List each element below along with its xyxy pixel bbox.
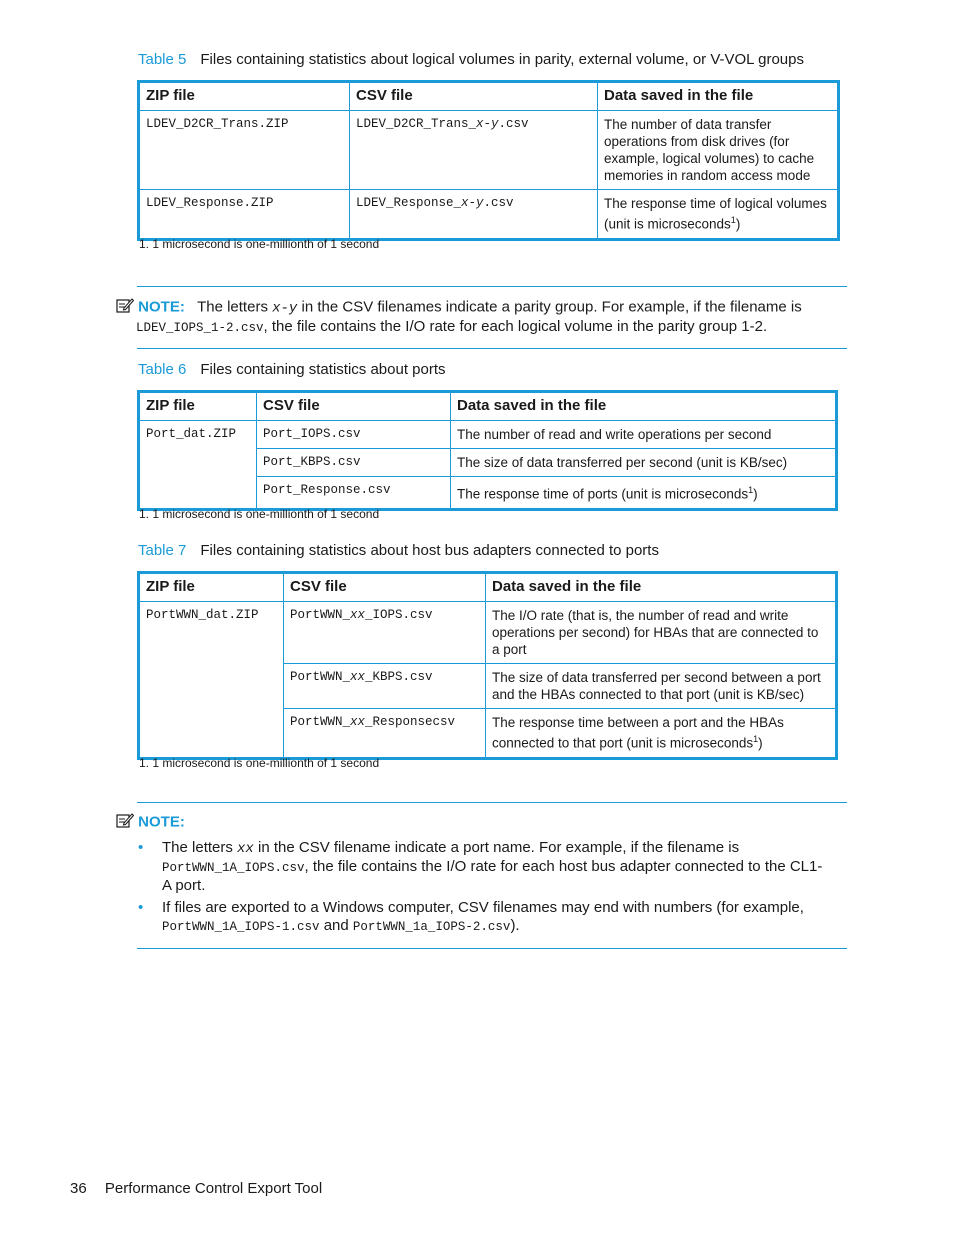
table-header-cell: CSV file [257,392,451,421]
table-header-cell: ZIP file [139,82,350,111]
table6-footnote: 1. 1 microsecond is one-millionth of 1 second [139,507,380,521]
bullet: • [138,839,144,856]
table-header-cell: ZIP file [139,392,257,421]
table6-caption [138,361,446,378]
zip-cell: PortWWN_dat.ZIP [139,602,284,759]
note-label: NOTE: [138,298,185,316]
data-cell: The response time of ports (unit is microseconds$^1$) [457,485,758,502]
table-row [139,190,839,240]
csv-cell: Port_KBPS.csv [257,449,451,477]
table-header-cell: CSV file [284,573,486,602]
table-header-row [139,392,837,421]
note2-header [116,812,846,833]
table7 [137,571,838,760]
zip-cell: LDEV_D2CR_Trans.ZIP [139,111,350,190]
table6-label: Table 6 [138,361,187,378]
table7-label: Table 7 [138,542,187,559]
csv-cell: Port_Response.csv [257,477,451,510]
table5 [137,80,840,241]
table-header-row [139,82,839,111]
table5-title: Files containing statistics about logical volumes in parity, external volume, or V-VOL groups [200,51,804,68]
divider [137,948,847,949]
csv-cell: PortWWN_xx_IOPS.csv [284,602,486,664]
table5-footnote: 1. 1 microsecond is one-millionth of 1 second [139,237,380,251]
list-item: • The letters xx in the CSV filename indicate a port name. For example, if the filename is PortWWN_1A_IOPS.csv, the file contains the I/O rate for each host bus adapter connected to the CL1-A port. [138,839,823,894]
note-label: NOTE: [138,813,185,831]
zip-cell: LDEV_Response.ZIP [139,190,350,240]
table-row [139,111,839,190]
data-cell: The size of data transferred per second (unit is KB/sec) [451,449,837,477]
table-header-row [139,573,837,602]
table5-caption [138,51,804,68]
divider [137,348,847,349]
note-pencil-icon [116,812,134,833]
table-row [139,421,837,449]
footer-title: Performance Control Export Tool [104,1180,323,1197]
table6 [137,390,838,511]
table-header-cell: Data saved in the file [598,82,839,111]
zip-cell: Port_dat.ZIP [139,421,257,510]
table5-label: Table 5 [138,51,187,68]
table-header-cell: Data saved in the file [451,392,837,421]
csv-cell: PortWWN_xx_Responsecsv [284,709,486,759]
divider [137,802,847,803]
note2-list [138,839,828,936]
csv-cell: PortWWN_xx_KBPS.csv [284,664,486,709]
table7-title: Files containing statistics about host bus adapters connected to ports [200,542,659,559]
data-cell: The number of read and write operations per second [451,421,837,449]
page-footer [70,1180,322,1197]
data-cell: The response time of logical volumes (unit is microseconds$^1$) [604,196,827,232]
csv-cell: LDEV_Response_x-y.csv [350,190,598,240]
divider [137,286,847,287]
table6-title: Files containing statistics about ports [200,361,446,378]
data-cell: The I/O rate (that is, the number of read and write operations per second) for HBAs that are connected to a port [486,602,837,664]
list-item: • If files are exported to a Windows computer, CSV filenames may end with numbers (for example, PortWWN_1A_IOPS-1.csv and PortWWN_1a_IOPS-2.csv). [138,899,804,934]
data-cell: The number of data transfer operations from disk drives (for example, logical volumes) to cache memories in random access mode [598,111,839,190]
bullet: • [138,899,144,916]
table-row [139,602,837,664]
page-number: 36 [70,1180,87,1197]
table-header-cell: Data saved in the file [486,573,837,602]
note2 [116,812,846,940]
data-cell: The size of data transferred per second between a port and the HBAs connected to that port (unit is KB/sec) [486,664,837,709]
table-header-cell: CSV file [350,82,598,111]
table7-caption [138,542,659,559]
csv-cell: LDEV_D2CR_Trans_x-y.csv [350,111,598,190]
note1: NOTE: The letters x-y in the CSV filenames indicate a parity group. For example, if the filename is LDEV_IOPS_1-2.csv, the file contains the I/O rate for each logical volume in the parity group 1-2. [116,297,846,337]
data-cell: The response time between a port and the HBAs connected to that port (unit is microseconds$^1$) [492,715,784,751]
table7-footnote: 1. 1 microsecond is one-millionth of 1 second [139,756,380,770]
table-header-cell: ZIP file [139,573,284,602]
note-pencil-icon [116,297,134,318]
csv-cell: Port_IOPS.csv [257,421,451,449]
